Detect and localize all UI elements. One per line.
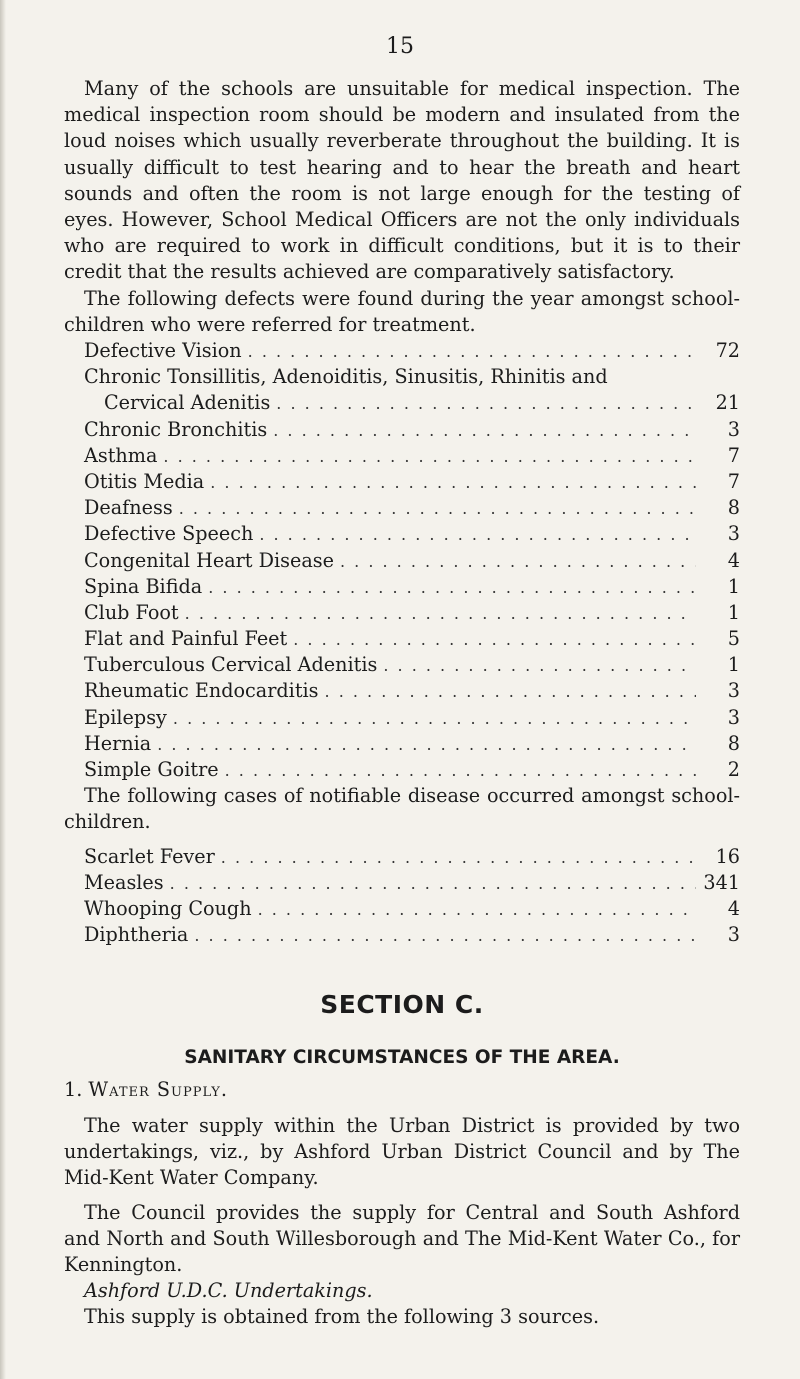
disease-label: Diphtheria — [84, 923, 189, 947]
spacer — [64, 1192, 740, 1200]
defect-label: Defective Vision — [84, 339, 242, 363]
leader-dots — [170, 871, 696, 897]
leader-dots — [163, 444, 696, 470]
list-item — [64, 521, 740, 547]
leader-dots — [210, 470, 696, 496]
leader-dots — [273, 418, 696, 444]
defect-count: 72 — [715, 339, 740, 363]
paragraph-council-supply: The Council provides the supply for Central and South Ashford and North and South Willesborough and The Mid-Kent Water Co., for Kennington. — [64, 1200, 740, 1276]
disease-count: 3 — [727, 923, 740, 947]
leader-dots — [185, 601, 696, 627]
defect-count: 21 — [715, 391, 740, 415]
section-subtitle: SANITARY CIRCUMSTANCES OF THE AREA. — [184, 1046, 620, 1068]
defect-count: 3 — [727, 679, 740, 703]
list-item — [64, 844, 740, 870]
defect-label: Defective Speech — [84, 522, 254, 546]
defect-label: Chronic Tonsillitis, Adenoiditis, Sinusitis, Rhinitis and — [84, 365, 608, 389]
defect-label: Congenital Heart Disease — [84, 548, 334, 572]
page-number: 15 — [386, 34, 414, 59]
defect-label: Spina Bifida — [84, 574, 203, 598]
disease-count: 4 — [727, 897, 740, 920]
page-body — [64, 76, 740, 1331]
disease-label: Scarlet Fever — [84, 844, 215, 868]
list-item — [64, 678, 740, 704]
defect-count: 4 — [727, 548, 740, 572]
list-item — [64, 757, 740, 783]
leader-dots — [157, 732, 696, 758]
leader-dots — [293, 627, 696, 653]
leader-dots — [258, 897, 696, 923]
notifiable-list — [64, 844, 740, 949]
leader-dots — [248, 339, 696, 365]
paragraph-water-supply: The water supply within the Urban District is provided by two undertakings, viz., by Ashford Urban District Council and by The Mid-Kent Water Company. — [64, 1113, 740, 1190]
paragraph-defects-intro: The following defects were found during the year amongst school-children who were referred for treatment. — [64, 286, 740, 336]
disease-label: Measles — [84, 870, 164, 894]
defect-label: Epilepsy — [84, 705, 167, 729]
defect-label: Simple Goitre — [84, 758, 219, 782]
list-item — [64, 364, 740, 416]
list-item — [64, 548, 740, 574]
list-item — [64, 922, 740, 948]
list-item — [64, 731, 740, 757]
defect-count: 7 — [727, 443, 740, 467]
paragraph-sources: This supply is obtained from the following 3 sources. — [84, 1305, 600, 1329]
paragraph-notifiable-intro: The following cases of notifiable disease occurred amongst school-children. — [64, 784, 740, 834]
defect-count: 3 — [727, 705, 740, 729]
leader-dots — [225, 758, 696, 784]
leader-dots — [173, 706, 696, 732]
defect-label-continued-row — [84, 390, 740, 416]
list-item — [64, 896, 740, 922]
list-item — [64, 600, 740, 626]
list-item — [64, 870, 740, 896]
leader-dots — [325, 679, 696, 705]
defect-label-continued: Cervical Adenitis — [104, 391, 271, 415]
defect-count: 8 — [727, 496, 740, 520]
defect-count: 1 — [727, 600, 740, 624]
page-edge-shadow — [0, 0, 6, 1379]
defect-count: 2 — [727, 758, 740, 782]
leader-dots — [276, 391, 696, 417]
list-item — [64, 626, 740, 652]
section-title: SECTION C. — [320, 990, 484, 1020]
list-item — [64, 705, 740, 731]
list-item — [64, 574, 740, 600]
leader-dots — [179, 496, 696, 522]
defect-count: 1 — [727, 653, 740, 677]
defect-label: Club Foot — [84, 600, 179, 624]
defect-label: Rheumatic Endocarditis — [84, 679, 319, 703]
subsection-number: 1. — [64, 1077, 83, 1101]
defect-count: 1 — [727, 574, 740, 598]
spacer — [64, 836, 740, 844]
disease-count: 341 — [703, 870, 740, 894]
defect-label: Tuberculous Cervical Adenitis — [84, 653, 378, 677]
leader-dots — [383, 653, 696, 679]
list-item — [64, 495, 740, 521]
defect-label: Otitis Media — [84, 469, 205, 493]
list-item — [64, 469, 740, 495]
defects-list — [64, 338, 740, 783]
list-item — [64, 338, 740, 364]
list-item — [64, 652, 740, 678]
defect-count: 3 — [727, 417, 740, 441]
list-item — [64, 443, 740, 469]
defect-label: Hernia — [84, 731, 152, 755]
defect-count: 8 — [727, 731, 740, 755]
disease-label: Whooping Cough — [84, 897, 252, 920]
subsection-heading — [64, 1077, 740, 1103]
leader-dots — [259, 522, 696, 548]
defect-count: 5 — [727, 627, 740, 651]
subsection-title: Water Supply. — [88, 1077, 228, 1101]
defect-count: 7 — [727, 469, 740, 493]
list-item — [64, 417, 740, 443]
defect-label: Chronic Bronchitis — [84, 417, 268, 441]
disease-count: 16 — [715, 844, 740, 868]
paragraph-schools: Many of the schools are unsuitable for medical inspection. The medical inspection room should be modern and insulated from the loud noises which usually reverberate throughout the building. It is usually difficult to test hearing and to hear the breath and heart sounds and often the room is not large enough for the testing of eyes. However, School Medical Officers are not the only individuals who are required to work in difficult conditions, but it is to their credit that the results achieved are comparatively satisfactory. — [64, 77, 740, 284]
defect-count: 3 — [727, 522, 740, 546]
defect-label: Deafness — [84, 496, 173, 520]
leader-dots — [194, 923, 696, 949]
leader-dots — [221, 845, 696, 871]
italic-subheading: Ashford U.D.C. Undertakings. — [84, 1279, 373, 1303]
leader-dots — [208, 575, 696, 601]
defect-label: Flat and Painful Feet — [84, 627, 288, 651]
defect-label: Asthma — [84, 443, 158, 467]
leader-dots — [340, 549, 696, 575]
